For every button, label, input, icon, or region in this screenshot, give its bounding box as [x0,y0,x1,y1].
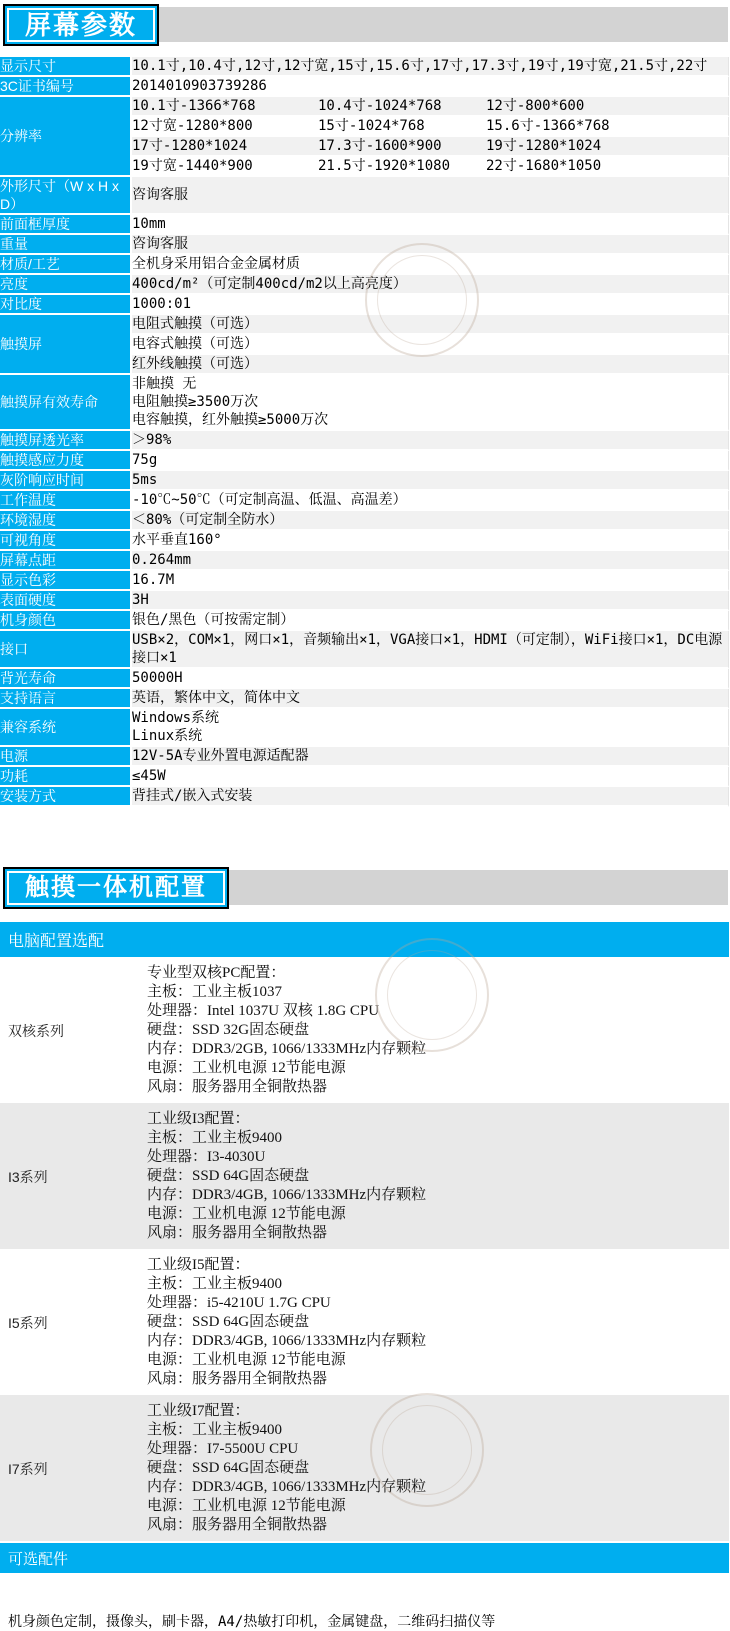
config-series-name: I7系列 [8,1460,48,1477]
aio-config-title: 触摸一体机配置 [25,874,207,901]
spec-row [0,177,729,215]
spec-row [0,669,729,689]
config-series-name: I3系列 [8,1168,48,1185]
spec-row-value: 咨询客服 [130,177,729,215]
spec-value: 22寸-1680*1050 [486,158,602,174]
spec-row-value: 2014010903739286 [130,77,729,97]
spec-row-value: 银色/黑色（可按需定制） [130,611,729,631]
spec-row [0,375,729,431]
spec-row-value: 16.7M [130,571,729,591]
screen-params-title: 屏幕参数 [25,10,138,40]
spec-row-value: 400cd/m²（可定制400cd/m2以上高亮度） [130,275,729,295]
spec-value: 19寸-1280*1024 [486,138,602,154]
config-detail-line: 工业级I5配置： [147,1257,250,1273]
spec-row-label: 外形尺寸（W x H x D） [0,177,130,215]
spec-row-label: 背光寿命 [0,669,130,689]
spec-row-value: 英语，繁体中文，简体中文 [130,689,729,709]
config-detail-line: 内存：DDR3/4GB, 1066/1333MHz内存颗粒 [147,1187,427,1203]
config-detail-line: 内存：DDR3/4GB, 1066/1333MHz内存颗粒 [147,1479,427,1495]
spec-value: 12寸-800*600 [486,98,585,114]
pc-config-bar [0,922,729,957]
spec-row [0,767,729,787]
spec-row-value [130,97,729,117]
spec-row [0,215,729,235]
spec-row-value: 0.264mm [130,551,729,571]
config-detail-line: 风扇：服务器用全铜散热器 [147,1225,328,1241]
spec-row [0,531,729,551]
resolution-columns [132,97,728,115]
spec-row-label: 触摸屏透光率 [0,431,130,451]
spec-row-label: 屏幕点距 [0,551,130,571]
spec-value: 15.6寸-1366*768 [486,118,610,134]
spec-row [0,611,729,631]
spec-row-label: 3C证书编号 [0,77,130,97]
spec-row-label: 接口 [0,631,130,669]
screen-params-title-box [3,4,159,46]
accessories-note: 机身颜色定制，摄像头，刷卡器，A4/热敏打印机，金属键盘，二维码扫描仪等 [8,1614,496,1630]
spec-row-label: 显示色彩 [0,571,130,591]
spec-row-label: 支持语言 [0,689,130,709]
spec-row-value: 电容式触摸（可选） [130,335,729,355]
config-detail-line: 专业型双核PC配置： [147,965,286,981]
config-detail-line: 处理器：Intel 1037U 双核 1.8G CPU [147,1003,380,1019]
spec-row [0,571,729,591]
spec-value: 10.4寸-1024*768 [318,98,442,114]
spec-row [0,275,729,295]
spec-row-label: 触摸屏 [0,315,130,375]
config-detail-line: 风扇：服务器用全铜散热器 [147,1079,328,1095]
spec-row-label: 工作温度 [0,491,130,511]
spec-row [0,235,729,255]
config-series-details [147,1402,729,1535]
spec-row-label: 安装方式 [0,787,130,807]
spec-row-value: 电阻式触摸（可选） [130,315,729,335]
spec-row [0,551,729,571]
spec-row-label: 电源 [0,747,130,767]
spec-row-value: ≤45W [130,767,729,787]
spec-row [0,591,729,611]
config-detail-line: 电源：工业机电源 12节能电源 [147,1206,346,1222]
spec-value-line: Windows系统 [132,710,220,726]
config-series-row [0,1395,729,1541]
spec-row [0,787,729,807]
spec-row-label: 材质/工艺 [0,255,130,275]
spec-row-value: 背挂式/嵌入式安装 [130,787,729,807]
spec-row-value [130,709,729,747]
config-series-name: I5系列 [8,1314,48,1331]
resolution-columns [132,157,728,175]
spec-row-value: 5ms [130,471,729,491]
spec-row [0,511,729,531]
spec-row [0,77,729,97]
config-detail-line: 硬盘：SSD 64G固态硬盘 [147,1314,310,1330]
config-series-row [0,1249,729,1395]
config-series-details [147,1256,729,1389]
config-detail-line: 硬盘：SSD 64G固态硬盘 [147,1460,310,1476]
spec-value: 12寸宽-1280*800 [132,118,253,134]
config-detail-line: 处理器：I3-4030U [147,1149,266,1165]
config-detail-line: 电源：工业机电源 12节能电源 [147,1060,346,1076]
spec-row-value: 3H [130,591,729,611]
spec-row [0,747,729,767]
spec-value: 10.1寸-1366*768 [132,98,256,114]
spec-value-line: 电容触摸，红外触摸≥5000万次 [132,412,329,428]
spec-row-value [130,375,729,431]
config-detail-line: 工业级I7配置： [147,1403,250,1419]
spec-value-line: Linux系统 [132,728,203,744]
spec-row-value: USB×2，COM×1，网口×1，音频输出×1，VGA接口×1，HDMI（可定制），WiFi接口×1，DC电源接口×1 [130,631,729,669]
spec-row-value: 50000H [130,669,729,689]
spec-row-value [130,157,729,177]
config-detail-line: 电源：工业机电源 12节能电源 [147,1352,346,1368]
config-detail-line: 处理器：i5-4210U 1.7G CPU [147,1295,331,1311]
spec-row-label: 重量 [0,235,130,255]
spec-row-value: 75g [130,451,729,471]
spec-row-value: ＜80%（可定制全防水） [130,511,729,531]
spec-row-value: 全机身采用铝合金金属材质 [130,255,729,275]
spec-row [0,295,729,315]
spec-row-value: -10℃~50℃（可定制高温、低温、高温差） [130,491,729,511]
section-header-screen-params [0,0,730,50]
accessories-bar [0,1543,729,1573]
config-detail-line: 主板：工业主板9400 [147,1130,283,1146]
config-detail-line: 处理器：I7-5500U CPU [147,1441,299,1457]
config-series-row [0,957,729,1103]
config-detail-line: 主板：工业主板1037 [147,984,283,1000]
spec-row [0,631,729,669]
spec-row [0,57,729,77]
spec-row [0,491,729,511]
config-detail-line: 主板：工业主板9400 [147,1422,283,1438]
spec-row-value [130,137,729,157]
resolution-columns [132,117,728,135]
spec-row-value: 10.1寸,10.4寸,12寸,12寸宽,15寸,15.6寸,17寸,17.3寸,19寸,19寸宽,21.5寸,22寸 [130,57,729,77]
spec-row [0,315,729,335]
config-detail-line: 主板：工业主板9400 [147,1276,283,1292]
spec-row-value: 10mm [130,215,729,235]
spec-row-value: 咨询客服 [130,235,729,255]
spec-value: 21.5寸-1920*1080 [318,158,451,174]
config-detail-line: 风扇：服务器用全铜散热器 [147,1517,328,1533]
spec-value: 15寸-1024*768 [318,118,425,134]
spec-value: 19寸宽-1440*900 [132,158,253,174]
resolution-columns [132,137,728,155]
config-detail-line: 风扇：服务器用全铜散热器 [147,1371,328,1387]
spec-value-line: 电阻触摸≥3500万次 [132,394,259,410]
spec-row-label: 功耗 [0,767,130,787]
pc-config-bar-label: 电脑配置选配 [8,933,105,950]
spec-row-value: 水平垂直160° [130,531,729,551]
spec-row [0,431,729,451]
spec-value: 17寸-1280*1024 [132,138,248,154]
config-series-details [147,964,729,1097]
spec-row-label: 前面框厚度 [0,215,130,235]
config-detail-line: 硬盘：SSD 64G固态硬盘 [147,1168,310,1184]
spec-row-label: 对比度 [0,295,130,315]
spec-row [0,709,729,747]
spec-row-value [130,117,729,137]
spec-row-label: 兼容系统 [0,709,130,747]
spec-row [0,255,729,275]
section-header-aio-config [0,863,730,913]
spec-row-value: 1000:01 [130,295,729,315]
spec-row-label: 机身颜色 [0,611,130,631]
config-detail-line: 内存：DDR3/2GB, 1066/1333MHz内存颗粒 [147,1041,427,1057]
spec-row [0,451,729,471]
config-detail-line: 硬盘：SSD 32G固态硬盘 [147,1022,310,1038]
config-detail-line: 电源：工业机电源 12节能电源 [147,1498,346,1514]
spec-row [0,689,729,709]
spec-row [0,97,729,117]
spec-row-value: 12V-5A专业外置电源适配器 [130,747,729,767]
spec-row-label: 环境湿度 [0,511,130,531]
spec-row-label: 触摸屏有效寿命 [0,375,130,431]
pc-config-rows [0,957,730,1541]
spec-value: 17.3寸-1600*900 [318,138,442,154]
screen-spec-table [0,57,729,807]
aio-config-title-box [3,867,229,909]
spec-row [0,471,729,491]
accessories-bar-label: 可选配件 [8,1550,69,1568]
spec-row-label: 表面硬度 [0,591,130,611]
spec-row-value: ＞98% [130,431,729,451]
config-series-details [147,1110,729,1243]
spec-row-label: 可视角度 [0,531,130,551]
spec-row-value: 红外线触摸（可选） [130,355,729,375]
spec-value-line: 非触摸 无 [132,376,197,392]
config-detail-line: 工业级I3配置： [147,1111,250,1127]
spec-row-label: 灰阶响应时间 [0,471,130,491]
spec-row-label: 亮度 [0,275,130,295]
spec-row-label: 触摸感应力度 [0,451,130,471]
config-series-name: 双核系列 [8,1022,64,1039]
config-detail-line: 内存：DDR3/4GB, 1066/1333MHz内存颗粒 [147,1333,427,1349]
config-series-row [0,1103,729,1249]
spec-row-label: 分辨率 [0,97,130,177]
spec-row-label: 显示尺寸 [0,57,130,77]
